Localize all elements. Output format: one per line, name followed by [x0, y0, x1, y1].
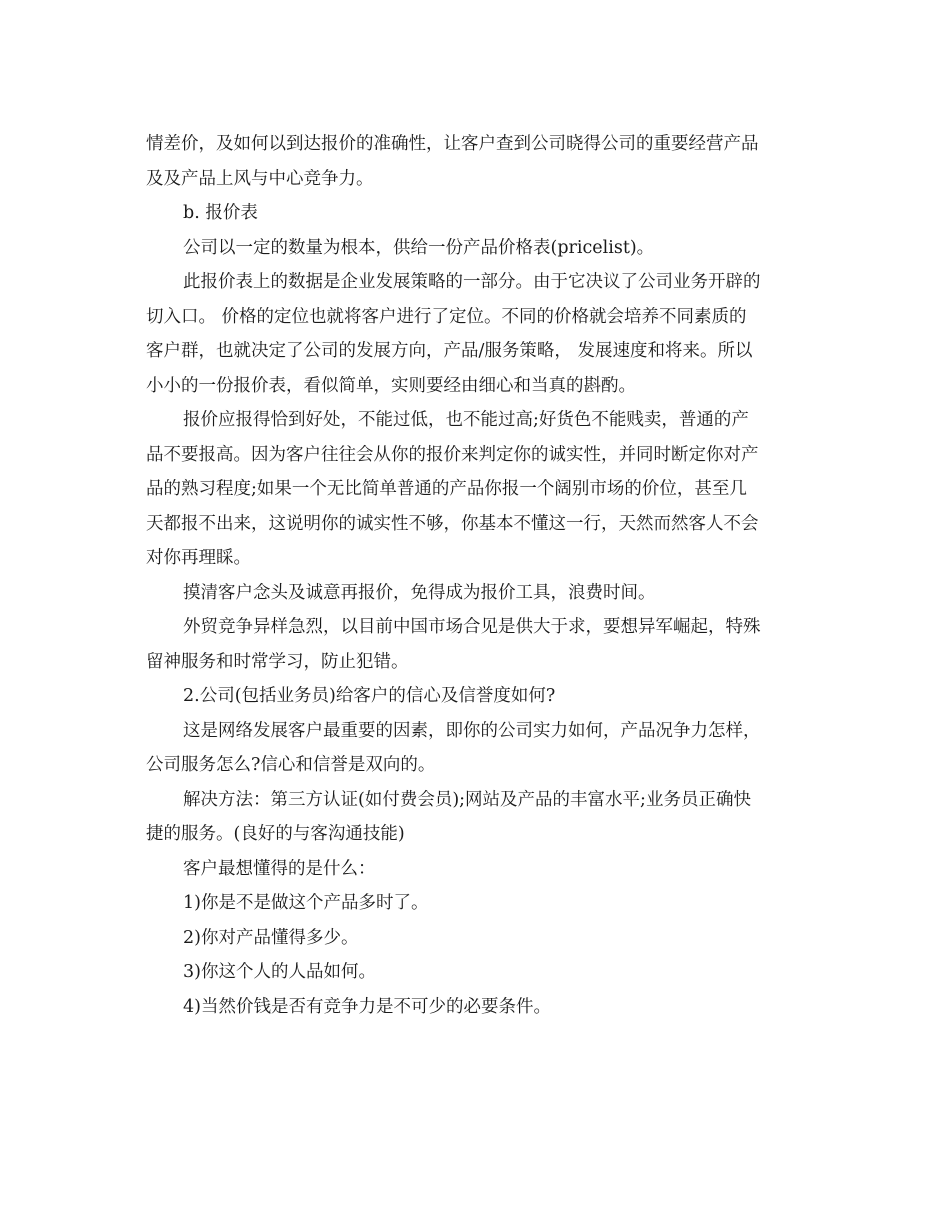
- text-line: 此报价表上的数据是企业发展策略的一部分。由于它决议了公司业务开辟的: [183, 272, 761, 292]
- list-item: 3)你这个人的人品如何。: [183, 962, 376, 982]
- text-line: 情差价，及如何以到达报价的准确性，让客户查到公司晓得公司的重要经营产品: [146, 134, 759, 154]
- text-line: 公司以一定的数量为根本，供给一份产品价格表(pricelist)。: [183, 237, 655, 258]
- text-line: 客户最想懂得的是什么：: [183, 858, 376, 879]
- text-line: 这是网络发展客户最重要的因素，即你的公司实力如何，产品况争力怎样，: [183, 720, 761, 741]
- text-line: 捷的服务。(良好的与客沟通技能): [146, 824, 405, 844]
- section-heading: b. 报价表: [183, 203, 258, 223]
- text-line: 切入口。 价格的定位也就将客户进行了定位。不同的价格就会培养不同素质的: [146, 306, 747, 327]
- text-line: 公司服务怎么?信心和信誉是双向的。: [146, 755, 436, 775]
- list-item: 1)你是不是做这个产品多时了。: [183, 893, 429, 913]
- text-line: 外贸竞争异样急烈，以目前中国市场合见是供大于求，要想异军崛起，特殊: [183, 617, 761, 637]
- text-line: 及及产品上风与中心竞争力。: [146, 168, 374, 189]
- text-line: 解决方法：第三方认证(如付费会员);网站及产品的丰富水平;业务员正确快: [183, 789, 751, 810]
- document-body: [146, 127, 810, 1024]
- text-line: 客户群，也就决定了公司的发展方向，产品/服务策略， 发展速度和将来。所以: [146, 341, 753, 361]
- text-line: 品的熟习程度;如果一个无比简单普通的产品你报一个阔别市场的价位，甚至几: [146, 479, 747, 499]
- text-line: 天都报不出来，这说明你的诚实性不够，你基本不懂这一行，天然而然客人不会: [146, 513, 759, 534]
- list-item: 2)你对产品懂得多少。: [183, 927, 359, 948]
- section-heading: 2.公司(包括业务员)给客户的信心及信誉度如何?: [183, 686, 556, 706]
- text-line: 品不要报高。因为客户往往会从你的报价来判定你的诚实性，并同时断定你对产: [146, 444, 759, 465]
- text-line: 报价应报得恰到好处，不能过低，也不能过高;好货色不能贱卖，普通的产: [183, 410, 749, 430]
- text-line: 对你再理睬。: [146, 548, 251, 568]
- text-line: 小小的一份报价表，看似简单，实则要经由细心和当真的斟酌。: [146, 375, 636, 396]
- text-line: 留神服务和时常学习，防止犯错。: [146, 651, 409, 672]
- list-item: 4)当然价钱是否有竞争力是不可少的必要条件。: [183, 996, 551, 1017]
- text-line: 摸清客户念头及诚意再报价，免得成为报价工具，浪费时间。: [183, 582, 656, 603]
